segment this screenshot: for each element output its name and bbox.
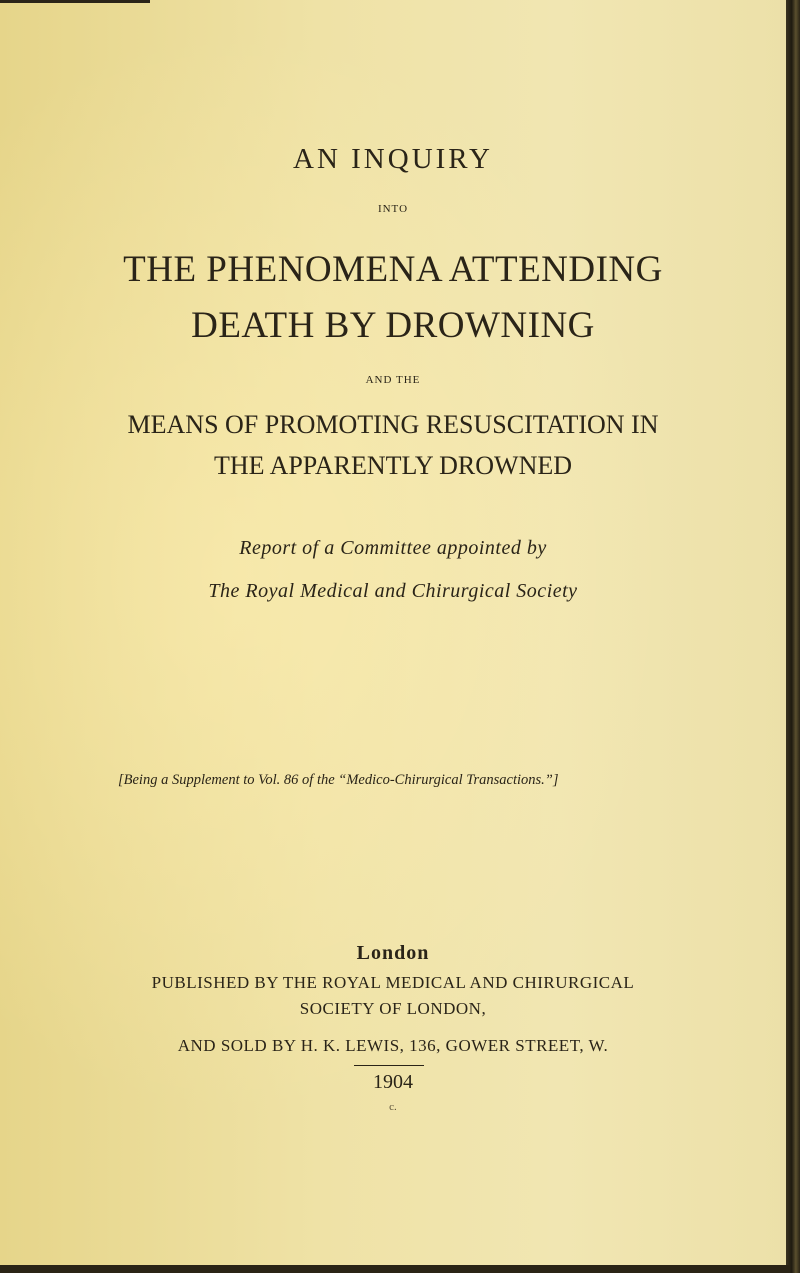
society-line: The Royal Medical and Chirurgical Society — [208, 580, 578, 602]
report-line: Report of a Committee appointed by — [239, 537, 547, 559]
imprint-publisher-line: PUBLISHED BY THE ROYAL MEDICAL AND CHIRURGICAL — [151, 973, 635, 992]
title-line-means: MEANS OF PROMOTING RESUSCITATION IN — [127, 410, 659, 439]
pencil-mark: c. — [389, 1101, 397, 1113]
imprint-city: London — [356, 942, 430, 964]
binding-edge — [786, 0, 800, 1273]
title-line-into: INTO — [377, 203, 409, 215]
title-line-death: DEATH BY DROWNING — [191, 305, 595, 346]
title-line-inquiry: AN INQUIRY — [293, 143, 493, 175]
year-rule — [354, 1065, 424, 1066]
supplement-note: [Being a Supplement to Vol. 86 of the “Medico-Chirurgical Transactions.”] — [118, 772, 559, 788]
imprint-society-line: SOCIETY OF LONDON, — [299, 999, 487, 1018]
imprint-year: 1904 — [373, 1071, 413, 1093]
top-edge-rule — [0, 0, 150, 3]
title-line-apparently: THE APPARENTLY DROWNED — [213, 451, 573, 480]
title-line-phenomena: THE PHENOMENA ATTENDING — [123, 249, 663, 290]
title-line-and-the: AND THE — [365, 374, 421, 386]
imprint-seller-line: AND SOLD BY H. K. LEWIS, 136, GOWER STREET, W. — [177, 1036, 609, 1055]
bottom-edge-rule — [0, 1265, 790, 1273]
